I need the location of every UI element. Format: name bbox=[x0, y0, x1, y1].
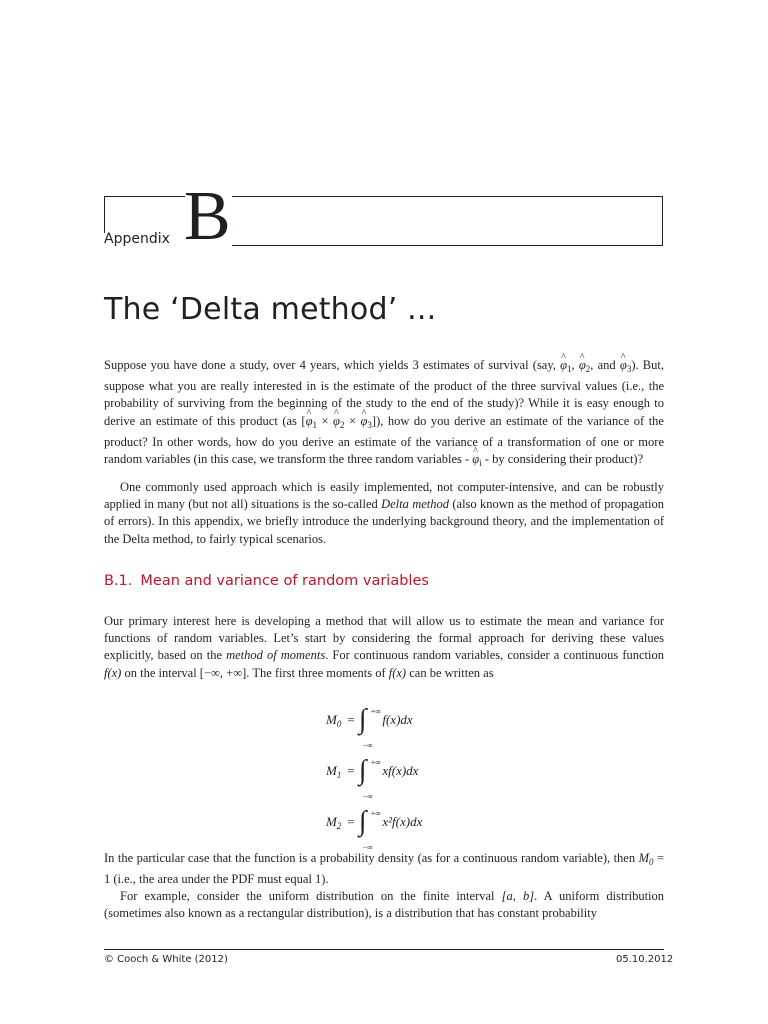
intro-paragraph-2 bbox=[104, 479, 664, 548]
eq-subscript: 1 bbox=[336, 769, 342, 780]
phi-hat-3: ^ φ bbox=[361, 413, 368, 430]
body-paragraph-1 bbox=[104, 613, 664, 682]
footer-copyright: © Cooch & White (2012) bbox=[104, 954, 228, 965]
intro-paragraph-1: Suppose you have done a study, over 4 years, which yields 3 estimates of survival (say, ^ $\varphi_1$, ^ $\varphi_2$, and ^ $\varphi_3$). But, suppose what you are really interested in is the estimate of the product of the three survival values (i.e., the probability of surviving from the beginning of the study to the end of the study)? While it is easy enough to derive an estimate of this product (as [^ $\varphi_1$ × ^ $\varphi_2$ × ^ $\varphi_3$]), how do you derive an estimate of the variance of the product? In other words, how do you derive an estimate of the variance of a transformation of one or more random variables (in this case, we transform the three random variables - ^ $\varphi_i$ - by considering their product)? bbox=[104, 357, 664, 472]
chapter-title: The ‘Delta method’ ... bbox=[104, 292, 437, 327]
body-paragraph-3 bbox=[104, 888, 664, 922]
section-number: B.1. bbox=[104, 573, 133, 589]
lower-limit: −∞ bbox=[362, 843, 373, 852]
math-m0: M bbox=[638, 851, 649, 865]
equation-m2: $M_2$ = ∫ +∞ −∞ x²f(x)dx bbox=[326, 802, 422, 842]
equation-m1: $M_1$ = ∫ +∞ −∞ xf(x)dx bbox=[326, 751, 418, 791]
upper-limit: +∞ bbox=[370, 707, 381, 716]
integral-sign: ∫ +∞ −∞ bbox=[359, 757, 367, 785]
text-fragment: In the particular case that the function is a probability density (as for a continuous random variable), then bbox=[104, 851, 636, 865]
equation-m0: $M_0$ = ∫ +∞ −∞ f(x)dx bbox=[326, 700, 413, 740]
text-fragment: . For continuous random variables, consider a continuous function bbox=[325, 648, 665, 663]
emphasis-delta-method: Delta method bbox=[381, 497, 450, 512]
text-fragment: - by considering their product)? bbox=[484, 452, 644, 467]
text-fragment: (also known as the method of propagation of errors). In this appendix, we briefly introduce the underlying background theory, and the implementation of the Delta method, to fairly typical scenarios. bbox=[104, 497, 665, 546]
footer-date: 05.10.2012 bbox=[616, 954, 674, 965]
integrand: xf(x)dx bbox=[382, 763, 419, 778]
integrand: f(x)dx bbox=[382, 712, 413, 727]
section-heading bbox=[104, 573, 429, 589]
upper-limit: +∞ bbox=[370, 809, 381, 818]
text-fragment: can be written as bbox=[409, 665, 494, 680]
header-frame-left bbox=[104, 196, 185, 233]
emphasis-method-of-moments: method of moments bbox=[226, 648, 326, 663]
phi-hat-3: ^ φ bbox=[620, 357, 627, 374]
text-fragment: . A uniform distribution (sometimes also known as a rectangular distribution), is a distribution that has constant probability bbox=[104, 889, 665, 921]
phi-hat-1: ^ φ bbox=[306, 413, 313, 430]
text-fragment: ]), how do you derive an estimate of the variance of the product? In other words, how do you derive an estimate of the variance of a transformation of one or more random variables (in this case, we transform the three random variables - bbox=[104, 413, 664, 467]
text-fragment: Our primary interest here is developing a method that will allow us to estimate the mean and variance for functions of random variables. Let’s start by considering the formal approach for deriving these values explicitly, based on the bbox=[104, 614, 664, 663]
eq-subscript: 0 bbox=[336, 718, 342, 729]
integral-sign: ∫ +∞ −∞ bbox=[359, 706, 367, 734]
body-paragraph-2: In the particular case that the function is a probability density (as for a continuous random variable), then $M_0 = 1$ (i.e., the area under the PDF must equal 1). bbox=[104, 851, 664, 887]
phi-hat-2: ^ φ bbox=[579, 357, 586, 374]
math-fx: f(x) bbox=[104, 665, 122, 680]
phi-hat-i: ^ φ bbox=[472, 451, 479, 468]
text-fragment: = 1 (i.e., the area under the PDF must equal 1). bbox=[104, 851, 664, 887]
section-title: Mean and variance of random variables bbox=[140, 573, 429, 589]
footer-rule bbox=[104, 949, 664, 950]
math-interval: [a, b] bbox=[501, 889, 535, 903]
phi-hat-1: ^ φ bbox=[560, 357, 567, 374]
integral-sign: ∫ +∞ −∞ bbox=[359, 808, 367, 836]
text-fragment: Suppose you have done a study, over 4 years, which yields 3 estimates of survival (say, bbox=[104, 358, 556, 372]
upper-limit: +∞ bbox=[370, 758, 381, 767]
appendix-header bbox=[104, 178, 664, 255]
lower-limit: −∞ bbox=[362, 792, 373, 801]
text-fragment: on the interval [−∞, +∞]. The first three moments of bbox=[124, 665, 386, 680]
phi-hat-2: ^ φ bbox=[333, 413, 340, 430]
eq-lhs: M bbox=[326, 762, 337, 778]
lower-limit: −∞ bbox=[362, 741, 373, 750]
integrand: x²f(x)dx bbox=[382, 814, 423, 829]
text-fragment: For example, consider the uniform distribution on the finite interval bbox=[120, 889, 495, 903]
appendix-letter: B bbox=[184, 178, 231, 255]
eq-lhs: M bbox=[326, 711, 337, 727]
appendix-label: Appendix bbox=[104, 231, 170, 247]
math-fx: f(x) bbox=[388, 665, 407, 680]
text-fragment: and bbox=[597, 358, 616, 372]
header-frame-right bbox=[232, 196, 663, 246]
eq-lhs: M bbox=[326, 813, 337, 829]
text-fragment: One commonly used approach which is easily implemented, not computer-intensive, and can be robustly applied in many (but not all) situations is the so-called bbox=[104, 480, 664, 512]
text-fragment: ). But, suppose what you are really interested in is the estimate of the product of the three survival values (i.e., the probability of surviving from the beginning of the study to the end of the study)? While it is easy enough to derive an estimate of this product (as [ bbox=[104, 358, 664, 428]
eq-subscript: 2 bbox=[336, 820, 342, 831]
